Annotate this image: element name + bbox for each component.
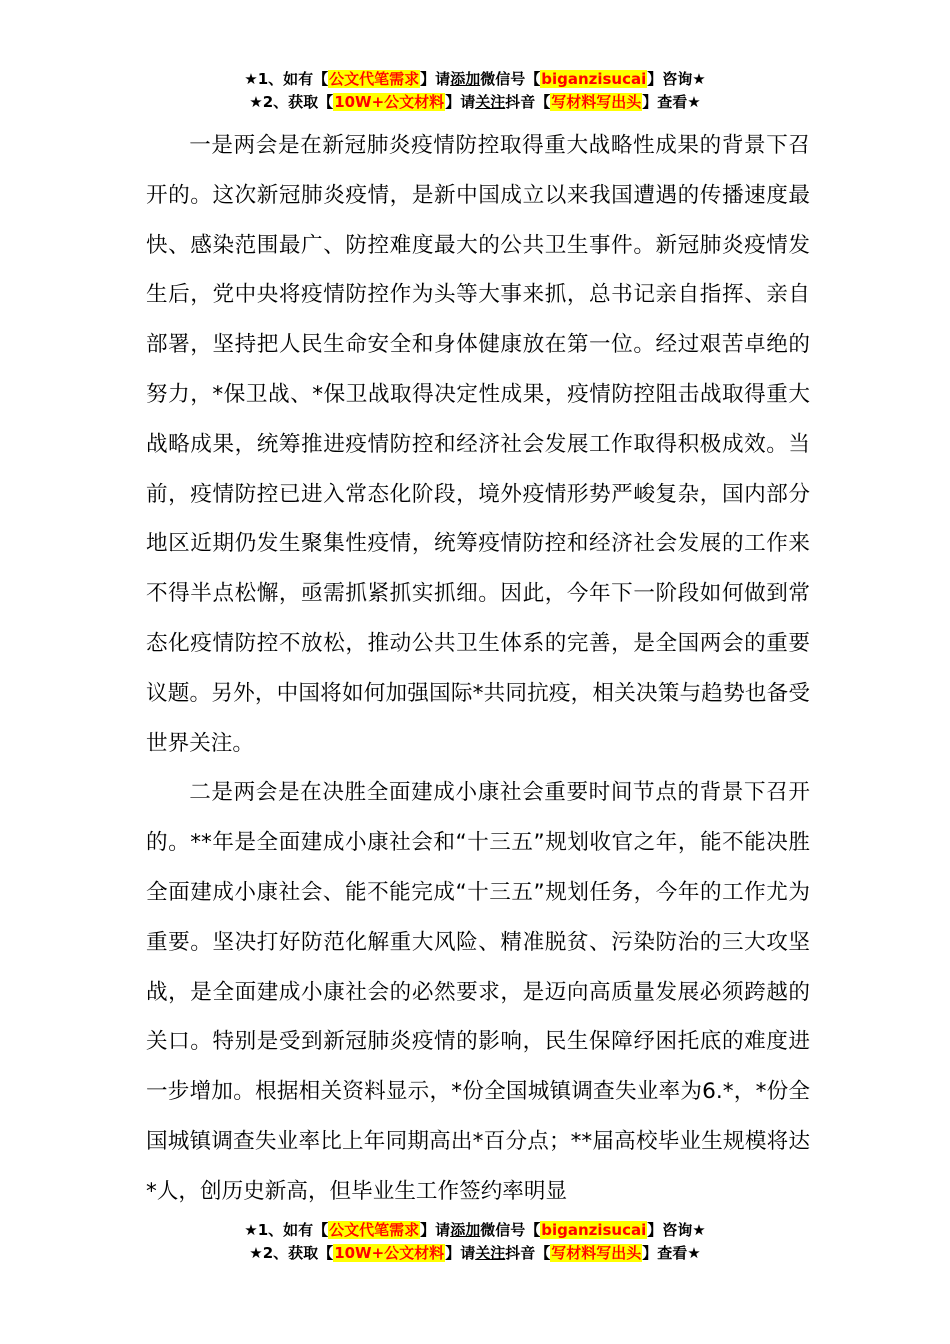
document-body — [146, 121, 810, 1217]
banner-text: 】咨询★ — [647, 70, 706, 88]
banner-line-1 — [0, 68, 950, 91]
banner-text: ★1、如有【 — [244, 1221, 329, 1239]
banner-line-2 — [0, 91, 950, 114]
banner-highlight-service: 公文代笔需求 — [329, 70, 420, 88]
footer-banner — [0, 1219, 950, 1265]
banner-text: 】请 — [445, 1244, 476, 1262]
banner-text: 微信号【 — [480, 1221, 541, 1239]
banner-text: 】请 — [445, 93, 476, 111]
banner-highlight-wechat-id: biganzisucai — [541, 1221, 647, 1239]
banner-text: 微信号【 — [480, 70, 541, 88]
banner-highlight-materials: 10W+公文材料 — [334, 1244, 445, 1262]
banner-underlined-text: 添加 — [450, 70, 481, 88]
banner-text: 抖音【 — [505, 1244, 551, 1262]
banner-text: 抖音【 — [505, 93, 551, 111]
banner-line-2 — [0, 1242, 950, 1265]
paragraph-1: 一是两会是在新冠肺炎疫情防控取得重大战略性成果的背景下召开的。这次新冠肺炎疫情，是新中国成立以来我国遭遇的传播速度最快、感染范围最广、防控难度最大的公共卫生事件。新冠肺炎疫情发生后，党中央将疫情防控作为头等大事来抓，总书记亲自指挥、亲自部署，坚持把人民生命安全和身体健康放在第一位。经过艰苦卓绝的努力，*保卫战、*保卫战取得决定性成果，疫情防控阻击战取得重大战略成果，统筹推进疫情防控和经济社会发展工作取得积极成效。当前，疫情防控已进入常态化阶段，境外疫情形势严峻复杂，国内部分地区近期仍发生聚集性疫情，统筹疫情防控和经济社会发展的工作来不得半点松懈，亟需抓紧抓实抓细。因此，今年下一阶段如何做到常态化疫情防控不放松，推动公共卫生体系的完善，是全国两会的重要议题。另外，中国将如何加强国际*共同抗疫，相关决策与趋势也备受世界关注。 — [146, 133, 810, 756]
banner-text: ★1、如有【 — [244, 70, 329, 88]
banner-line-1 — [0, 1219, 950, 1242]
banner-text: 】请 — [420, 70, 451, 88]
banner-highlight-service: 公文代笔需求 — [329, 1221, 420, 1239]
banner-highlight-wechat-id: biganzisucai — [541, 70, 647, 88]
banner-underlined-text: 关注 — [475, 93, 506, 111]
banner-highlight-douyin-account: 写材料写出头 — [551, 1244, 642, 1262]
banner-text: 】咨询★ — [647, 1221, 706, 1239]
paragraph-2: 二是两会是在决胜全面建成小康社会重要时间节点的背景下召开的。**年是全面建成小康社会和“十三五”规划收官之年，能不能决胜全面建成小康社会、能不能完成“十三五”规划任务，今年的工作尤为重要。坚决打好防范化解重大风险、精准脱贫、污染防治的三大攻坚战，是全面建成小康社会的必然要求，是迈向高质量发展必须跨越的关口。特别是受到新冠肺炎疫情的影响，民生保障纾困托底的难度进一步增加。根据相关资料显示，*份全国城镇调查失业率为6.*，*份全国城镇调查失业率比上年同期高出*百分点；**届高校毕业生规模将达*人，创历史新高，但毕业生工作签约率明显 — [146, 780, 810, 1204]
header-banner — [0, 68, 950, 114]
banner-text: 】查看★ — [642, 1244, 701, 1262]
banner-highlight-douyin-account: 写材料写出头 — [551, 93, 642, 111]
banner-underlined-text: 关注 — [475, 1244, 506, 1262]
banner-text: ★2、获取【 — [249, 93, 334, 111]
banner-text: 】查看★ — [642, 93, 701, 111]
banner-text: 】请 — [420, 1221, 451, 1239]
banner-text: ★2、获取【 — [249, 1244, 334, 1262]
banner-highlight-materials: 10W+公文材料 — [334, 93, 445, 111]
banner-underlined-text: 添加 — [450, 1221, 481, 1239]
